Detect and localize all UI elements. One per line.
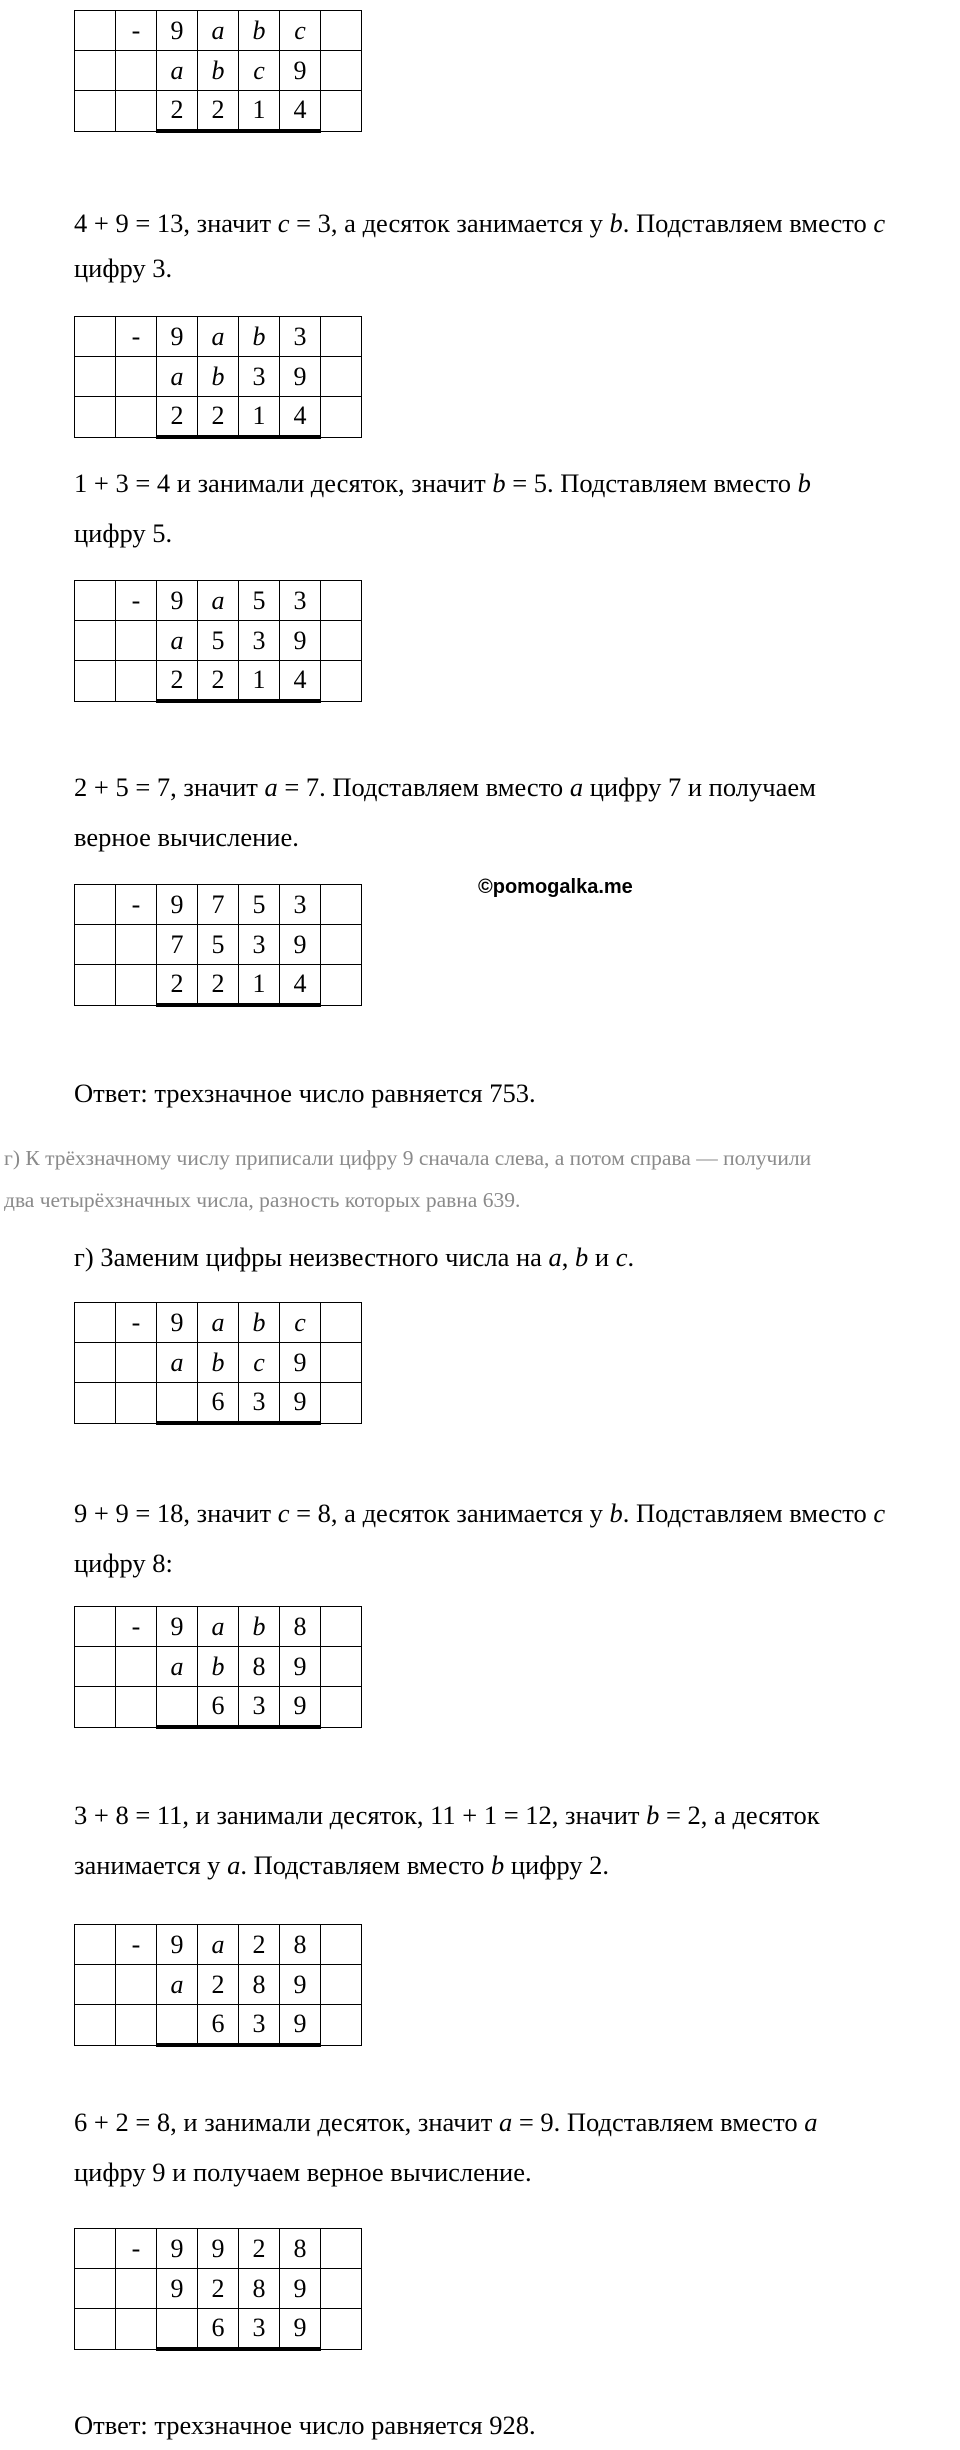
grid-cell: [116, 1965, 157, 2005]
grid-row: [75, 1607, 362, 1647]
task-statement: г) К трёхзначному числу приписали цифру 9 сначала слева, а потом справа — получили: [4, 1146, 812, 1170]
grid-cell: 2: [157, 397, 198, 438]
grid-cell: [75, 2229, 116, 2269]
grid-cell: [75, 581, 116, 621]
grid-cell: [75, 51, 116, 91]
grid-cell: [321, 1303, 362, 1343]
watermark: ©pomogalka.me: [478, 876, 633, 898]
grid-cell: [321, 91, 362, 132]
grid-cell: [75, 1383, 116, 1424]
grid-cell: -: [116, 1303, 157, 1343]
grid-cell: [157, 2309, 198, 2350]
subtraction-grid: [74, 10, 362, 133]
grid-cell: b: [198, 357, 239, 397]
grid-cell: 9: [280, 2309, 321, 2350]
grid-cell: 9: [280, 1687, 321, 1728]
grid-cell: 8: [239, 1647, 280, 1687]
grid-cell: -: [116, 581, 157, 621]
grid-cell: 5: [198, 925, 239, 965]
grid-cell: [321, 317, 362, 357]
grid-cell: [321, 925, 362, 965]
answer: Ответ: трехзначное число равняется 928.: [74, 2410, 536, 2440]
subtraction-grid: [74, 316, 362, 439]
grid-cell: [321, 51, 362, 91]
grid-cell: 2: [198, 397, 239, 438]
paragraph: цифру 3.: [74, 253, 173, 283]
grid-cell: a: [157, 1343, 198, 1383]
grid-cell: 8: [280, 1925, 321, 1965]
grid-cell: 9: [157, 1607, 198, 1647]
grid-cell: [321, 965, 362, 1006]
paragraph: верное вычисление.: [74, 822, 299, 852]
grid-cell: [321, 11, 362, 51]
grid-cell: 2: [157, 661, 198, 702]
grid-cell: 9: [157, 11, 198, 51]
paragraph: 1 + 3 = 4 и занимали десяток, значит b = 5. Подставляем вместо b: [74, 468, 811, 498]
grid-cell: b: [239, 317, 280, 357]
grid-cell: [75, 2005, 116, 2046]
grid-cell: [116, 1647, 157, 1687]
grid-row: [75, 357, 362, 397]
paragraph: цифру 5.: [74, 518, 173, 548]
grid-row: [75, 2269, 362, 2309]
grid-cell: 5: [239, 885, 280, 925]
subtraction-grid: [74, 1606, 362, 1729]
grid-row: [75, 1647, 362, 1687]
grid-cell: [321, 1687, 362, 1728]
grid-cell: [321, 2309, 362, 2350]
paragraph: 9 + 9 = 18, значит c = 8, а десяток занимается у b. Подставляем вместо c: [74, 1498, 886, 1528]
grid-cell: 8: [239, 2269, 280, 2309]
grid-cell: 9: [157, 1303, 198, 1343]
grid-cell: [321, 2229, 362, 2269]
grid-cell: 9: [280, 621, 321, 661]
grid-cell: 2: [198, 2269, 239, 2309]
grid-cell: 7: [157, 925, 198, 965]
grid-cell: [321, 1965, 362, 2005]
grid-cell: 3: [280, 581, 321, 621]
grid-cell: 6: [198, 1383, 239, 1424]
grid-cell: 2: [157, 91, 198, 132]
grid-cell: [75, 1607, 116, 1647]
grid-cell: [75, 2269, 116, 2309]
grid-cell: 3: [239, 1687, 280, 1728]
grid-cell: [75, 621, 116, 661]
grid-cell: 1: [239, 661, 280, 702]
grid-cell: 3: [239, 925, 280, 965]
grid-row: [75, 2309, 362, 2350]
grid-cell: 9: [280, 1965, 321, 2005]
grid-row: [75, 1687, 362, 1728]
grid-cell: [75, 925, 116, 965]
grid-cell: b: [198, 51, 239, 91]
grid-cell: c: [280, 1303, 321, 1343]
grid-cell: b: [239, 11, 280, 51]
grid-row: [75, 1343, 362, 1383]
grid-cell: a: [157, 51, 198, 91]
grid-row: [75, 925, 362, 965]
grid-cell: [321, 661, 362, 702]
grid-cell: -: [116, 1607, 157, 1647]
subtraction-grid: [74, 1302, 362, 1425]
answer: Ответ: трехзначное число равняется 753.: [74, 1078, 536, 1108]
grid-row: [75, 91, 362, 132]
grid-cell: [116, 2309, 157, 2350]
grid-cell: b: [239, 1303, 280, 1343]
grid-cell: 3: [239, 2005, 280, 2046]
grid-cell: [321, 581, 362, 621]
paragraph: цифру 8:: [74, 1548, 173, 1578]
grid-cell: 6: [198, 2005, 239, 2046]
grid-cell: [321, 2269, 362, 2309]
grid-cell: [321, 2005, 362, 2046]
grid-cell: -: [116, 1925, 157, 1965]
grid-row: [75, 581, 362, 621]
grid-cell: 9: [280, 2269, 321, 2309]
grid-cell: 9: [157, 2229, 198, 2269]
grid-cell: a: [157, 1965, 198, 2005]
grid-row: [75, 2229, 362, 2269]
grid-cell: 2: [198, 91, 239, 132]
grid-cell: 9: [280, 51, 321, 91]
grid-cell: 3: [280, 317, 321, 357]
grid-cell: 9: [157, 581, 198, 621]
grid-row: [75, 1965, 362, 2005]
grid-cell: 2: [239, 1925, 280, 1965]
grid-cell: [116, 2269, 157, 2309]
grid-cell: 2: [239, 2229, 280, 2269]
subtraction-grid: [74, 1924, 362, 2047]
grid-cell: -: [116, 11, 157, 51]
grid-cell: 9: [280, 1647, 321, 1687]
grid-cell: 2: [198, 1965, 239, 2005]
grid-cell: [116, 965, 157, 1006]
grid-cell: 4: [280, 91, 321, 132]
grid-cell: b: [198, 1647, 239, 1687]
grid-cell: 1: [239, 397, 280, 438]
grid-cell: 3: [280, 885, 321, 925]
paragraph: 6 + 2 = 8, и занимали десяток, значит a = 9. Подставляем вместо a: [74, 2107, 818, 2137]
grid-cell: [116, 661, 157, 702]
grid-cell: a: [157, 621, 198, 661]
grid-row: [75, 397, 362, 438]
grid-row: [75, 11, 362, 51]
grid-cell: -: [116, 885, 157, 925]
grid-cell: 9: [280, 357, 321, 397]
grid-cell: [116, 1383, 157, 1424]
grid-cell: 5: [239, 581, 280, 621]
grid-cell: -: [116, 317, 157, 357]
grid-cell: a: [157, 357, 198, 397]
grid-cell: [321, 621, 362, 661]
grid-cell: c: [280, 11, 321, 51]
grid-cell: 9: [280, 2005, 321, 2046]
grid-row: [75, 2005, 362, 2046]
grid-cell: c: [239, 1343, 280, 1383]
grid-cell: 9: [157, 1925, 198, 1965]
grid-row: [75, 1925, 362, 1965]
grid-cell: 6: [198, 1687, 239, 1728]
grid-cell: b: [239, 1607, 280, 1647]
grid-cell: [75, 1343, 116, 1383]
grid-cell: [75, 1303, 116, 1343]
grid-cell: 1: [239, 965, 280, 1006]
paragraph: 4 + 9 = 13, значит c = 3, а десяток занимается у b. Подставляем вместо c: [74, 208, 886, 238]
paragraph: г) Заменим цифры неизвестного числа на a, b и c.: [74, 1242, 635, 1272]
grid-cell: [116, 397, 157, 438]
grid-cell: 9: [280, 1383, 321, 1424]
grid-cell: [116, 51, 157, 91]
paragraph: цифру 9 и получаем верное вычисление.: [74, 2157, 532, 2187]
grid-cell: [75, 1925, 116, 1965]
grid-cell: [116, 925, 157, 965]
grid-cell: 8: [280, 1607, 321, 1647]
grid-cell: 9: [280, 925, 321, 965]
grid-cell: 9: [157, 317, 198, 357]
grid-cell: 4: [280, 965, 321, 1006]
grid-cell: 3: [239, 2309, 280, 2350]
grid-cell: [157, 1687, 198, 1728]
grid-cell: [321, 1925, 362, 1965]
grid-row: [75, 51, 362, 91]
grid-cell: [116, 1687, 157, 1728]
grid-cell: 2: [198, 965, 239, 1006]
grid-cell: a: [198, 1303, 239, 1343]
grid-row: [75, 965, 362, 1006]
grid-cell: [75, 1965, 116, 2005]
paragraph: 2 + 5 = 7, значит a = 7. Подставляем вместо a цифру 7 и получаем: [74, 772, 816, 802]
grid-cell: 2: [198, 661, 239, 702]
grid-cell: 4: [280, 397, 321, 438]
grid-cell: 4: [280, 661, 321, 702]
grid-row: [75, 661, 362, 702]
grid-cell: [75, 661, 116, 702]
grid-cell: -: [116, 2229, 157, 2269]
grid-cell: [75, 1687, 116, 1728]
grid-cell: [116, 621, 157, 661]
grid-cell: a: [198, 581, 239, 621]
grid-cell: 3: [239, 1383, 280, 1424]
paragraph: занимается у a. Подставляем вместо b цифру 2.: [74, 1850, 610, 1880]
subtraction-grid: [74, 2228, 362, 2351]
grid-cell: [116, 1343, 157, 1383]
grid-cell: [75, 885, 116, 925]
grid-cell: [321, 1383, 362, 1424]
grid-row: [75, 317, 362, 357]
grid-row: [75, 1303, 362, 1343]
grid-cell: [321, 885, 362, 925]
grid-cell: 2: [157, 965, 198, 1006]
grid-cell: 8: [239, 1965, 280, 2005]
grid-cell: [75, 317, 116, 357]
grid-cell: 6: [198, 2309, 239, 2350]
grid-cell: [321, 397, 362, 438]
grid-cell: b: [198, 1343, 239, 1383]
grid-row: [75, 885, 362, 925]
subtraction-grid: [74, 580, 362, 703]
grid-cell: [75, 1647, 116, 1687]
grid-cell: 1: [239, 91, 280, 132]
grid-cell: 9: [280, 1343, 321, 1383]
grid-cell: a: [198, 317, 239, 357]
grid-cell: [321, 1607, 362, 1647]
grid-cell: 9: [157, 2269, 198, 2309]
grid-cell: 3: [239, 621, 280, 661]
grid-cell: 7: [198, 885, 239, 925]
grid-cell: [116, 357, 157, 397]
grid-cell: [321, 1343, 362, 1383]
grid-cell: c: [239, 51, 280, 91]
grid-cell: a: [157, 1647, 198, 1687]
grid-cell: [75, 357, 116, 397]
grid-cell: [157, 1383, 198, 1424]
grid-cell: [321, 1647, 362, 1687]
grid-cell: a: [198, 11, 239, 51]
grid-cell: [75, 11, 116, 51]
grid-cell: [75, 91, 116, 132]
grid-cell: [75, 2309, 116, 2350]
subtraction-grid: [74, 884, 362, 1007]
grid-cell: [75, 397, 116, 438]
grid-cell: [75, 965, 116, 1006]
grid-cell: a: [198, 1925, 239, 1965]
grid-row: [75, 621, 362, 661]
grid-cell: a: [198, 1607, 239, 1647]
grid-cell: 9: [157, 885, 198, 925]
grid-cell: 9: [198, 2229, 239, 2269]
paragraph: 3 + 8 = 11, и занимали десяток, 11 + 1 = 12, значит b = 2, а десяток: [74, 1800, 820, 1830]
grid-cell: [116, 2005, 157, 2046]
grid-cell: 8: [280, 2229, 321, 2269]
task-statement: два четырёхзначных числа, разность которых равна 639.: [4, 1188, 521, 1212]
grid-cell: 5: [198, 621, 239, 661]
grid-cell: 3: [239, 357, 280, 397]
grid-cell: [321, 357, 362, 397]
grid-cell: [157, 2005, 198, 2046]
grid-row: [75, 1383, 362, 1424]
grid-cell: [116, 91, 157, 132]
